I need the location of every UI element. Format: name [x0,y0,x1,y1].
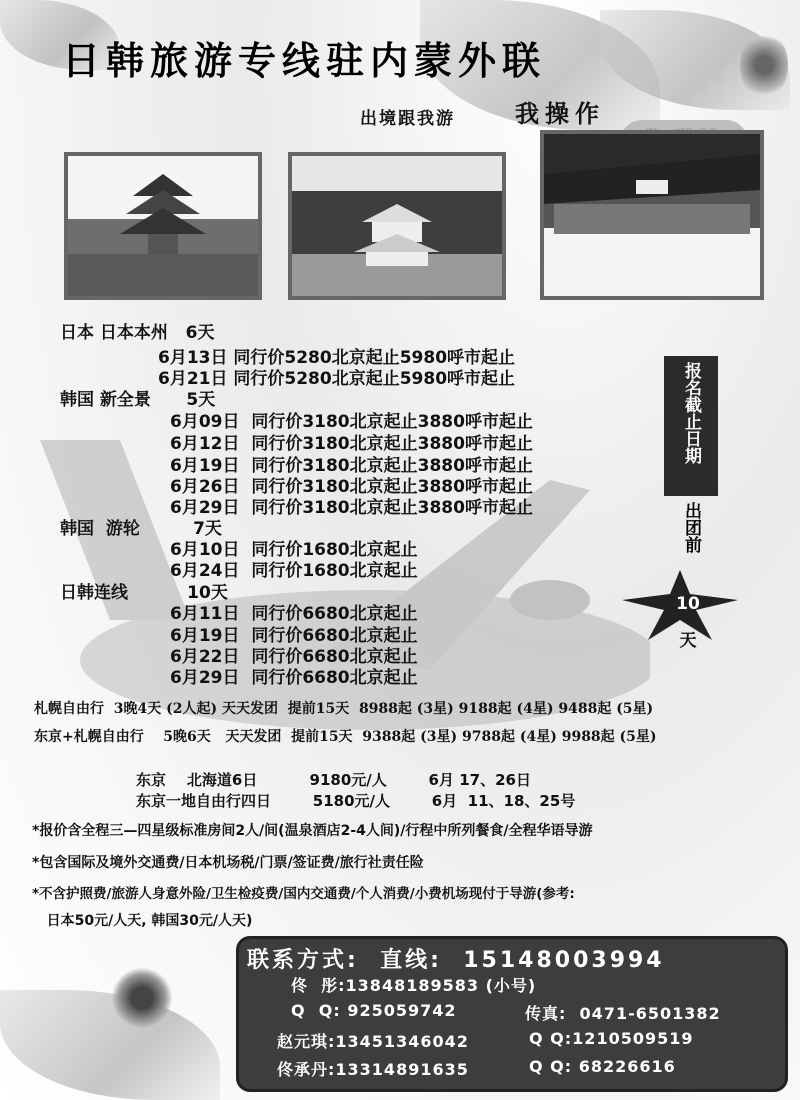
contact-person-1: 佟 彤:13848189583 (小号) [291,976,537,995]
tokyo-free-row: 东京一地自由行四日 5180元/人 6月 11、18、25号 [136,792,576,810]
photo-golden-pavilion [288,152,506,300]
route-korea-cruise: 韩国 游轮 7天 [60,519,222,539]
departure-row: 6月13日 同行价5280北京起止5980呼市起止 [158,348,516,368]
departure-row: 6月11日 同行价6680北京起止 [170,604,418,624]
departure-row: 6月19日 同行价6680北京起止 [170,626,418,646]
deadline-before-label: 出团前 [681,502,701,553]
contact-qq-1: Q Q: 925059742 [291,1001,457,1020]
pagoda-icon [68,156,258,296]
departure-row: 6月19日 同行价3180北京起止3880呼市起止 [170,456,533,476]
contact-box [236,936,788,1092]
contact-qq-2: Q Q:1210509519 [529,1029,694,1048]
slogan-right: 我操作 [515,100,605,128]
note-included-fees: *包含国际及境外交通费/日本机场税/门票/签证费/旅行社责任险 [32,855,424,871]
contact-person-3: 佟承丹:13314891635 [277,1060,469,1079]
free-travel-tokyo-sapporo: 东京+札幌自由行 5晚6天 天天发团 提前15天 9388起 (3星) 9788起 (4星) 9988起 (5星) [34,729,657,745]
route-korea-panorama: 韩国 新全景 5天 [60,390,216,410]
photo-palace-hall [540,130,764,300]
departure-row: 6月12日 同行价3180北京起止3880呼市起止 [170,434,533,454]
deadline-label: 报名截止日期 [681,362,701,464]
slogan-left: 出境跟我游 [360,109,455,129]
contact-fax: 传真: 0471-6501382 [525,1004,721,1023]
deadline-days-number: 10 [676,594,700,614]
departure-row: 6月21日 同行价5280北京起止5980呼市起止 [158,369,516,389]
tokyo-hokkaido-row: 东京 北海道6日 9180元/人 6月 17、26日 [136,771,531,789]
route-japan-korea: 日韩连线 10天 [60,583,228,603]
departure-row: 6月22日 同行价6680北京起止 [170,647,418,667]
free-travel-sapporo: 札幌自由行 3晚4天 (2人起) 天天发团 提前15天 8988起 (3星) 9188起 (4星) 9488起 (5星) [34,701,654,717]
pavilion-icon [292,156,502,296]
departure-row: 6月29日 同行价6680北京起止 [170,668,418,688]
note-tip-reference: 日本50元/人天, 韩国30元/人天) [32,913,253,929]
palace-icon [544,134,760,296]
butterfly-icon [740,30,788,100]
departure-row: 6月10日 同行价1680北京起止 [170,540,418,560]
departure-row: 6月26日 同行价3180北京起止3880呼市起止 [170,477,533,497]
route-japan-honshu: 日本 日本本州 6天 [60,323,215,343]
contact-qq-3: Q Q: 68226616 [529,1057,676,1076]
contact-heading: 联系方式: 直线: 15148003994 [247,948,665,973]
departure-row: 6月24日 同行价1680北京起止 [170,561,418,581]
contact-person-2: 赵元琪:13451346042 [277,1032,469,1051]
deadline-days-unit: 天 [679,631,697,651]
note-included: *报价含全程三—四星级标准房间2人/间(温泉酒店2-4人间)/行程中所列餐食/全程华语导游 [32,823,593,839]
photo-pagoda [64,152,262,300]
page-title: 日韩旅游专线驻内蒙外联 [62,39,547,83]
snail-icon [112,968,172,1028]
departure-row: 6月29日 同行价3180北京起止3880呼市起止 [170,498,533,518]
note-excluded: *不含护照费/旅游人身意外险/卫生检疫费/国内交通费/个人消费/小费机场现付于导游(参考: [32,886,575,902]
departure-row: 6月09日 同行价3180北京起止3880呼市起止 [170,412,533,432]
